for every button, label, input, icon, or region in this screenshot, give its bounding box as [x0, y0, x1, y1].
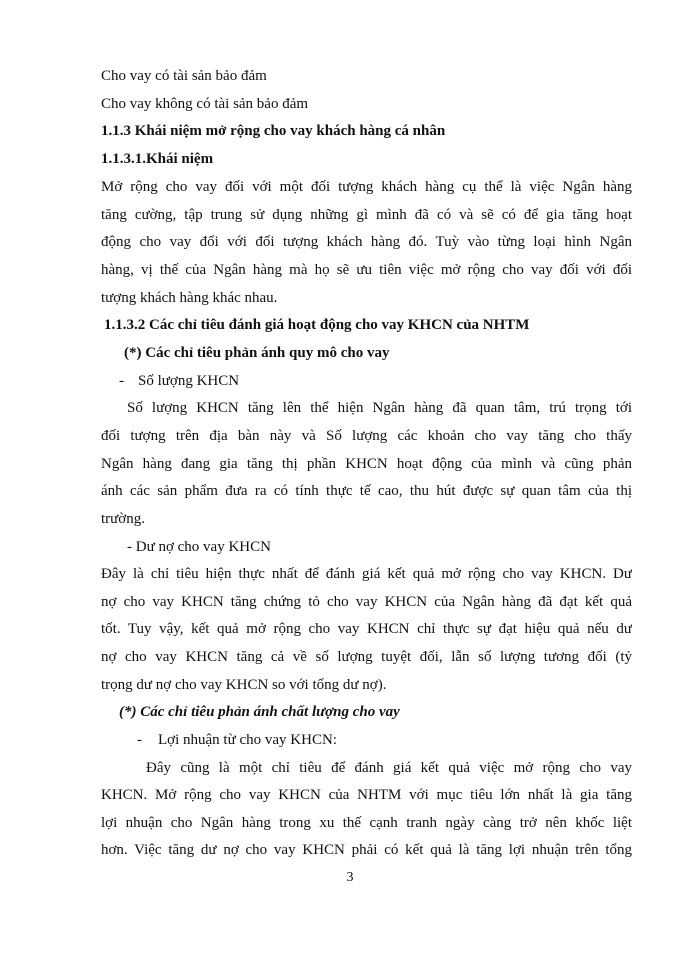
text-line: trường.	[101, 511, 145, 527]
text-line: Cho vay có tài sản bảo đảm	[101, 68, 267, 84]
text-line: Đây là chỉ tiêu hiện thực nhất để đánh giá kết quả mở rộng cho vay KHCN. Dư	[101, 566, 632, 582]
bullet-label: - Dư nợ cho vay KHCN	[127, 539, 271, 555]
bullet-dash: -	[119, 373, 124, 389]
criteria-heading: (*) Các chỉ tiêu phản ánh quy mô cho vay	[124, 345, 390, 361]
subsection-heading: 1.1.3.1.Khái niệm	[101, 151, 214, 167]
page-number: 3	[346, 870, 354, 885]
text-line: trọng dư nợ cho vay KHCN so với tổng dư nợ).	[101, 677, 387, 693]
text-line: tốt. Tuy vậy, kết quả mở rộng cho vay KHCN chỉ thực sự đạt hiệu quả nếu dư	[101, 621, 632, 637]
text-line: nợ cho vay KHCN tăng cả về số lượng tuyệt đối, lẫn số lượng tương đối (tỷ	[101, 649, 632, 665]
text-line: Cho vay không có tài sản bảo đảm	[101, 96, 309, 112]
text-line: tượng khách hàng khác nhau.	[101, 290, 278, 306]
text-line: Đây cũng là một chỉ tiêu để đánh giá kết quả việc mở rộng cho vay	[146, 760, 632, 776]
section-heading: 1.1.3 Khái niệm mở rộng cho vay khách hàng cá nhân	[101, 123, 446, 139]
text-line: ánh các sản phẩm đưa ra có tính thực tế cao, thu hút được sự quan tâm của thị	[101, 483, 632, 499]
text-line: tăng cường, tập trung sử dụng những gì mình đã có và sẽ có để gia tăng hoạt	[101, 207, 632, 223]
text-line: động cho vay đối với đối tượng khách hàng đó. Tuỳ vào từng loại hình Ngân	[101, 234, 632, 250]
bullet-label: Lợi nhuận từ cho vay KHCN:	[158, 732, 337, 748]
text-line: Mở rộng cho vay đối với một đối tượng khách hàng cụ thể là việc Ngân hàng	[101, 179, 632, 195]
text-line: KHCN. Mở rộng cho vay KHCN của NHTM với mục tiêu lớn nhất là gia tăng	[101, 787, 632, 803]
text-line: lợi nhuận cho Ngân hàng trong xu thế cạnh tranh ngày càng trở nên khốc liệt	[101, 815, 632, 831]
text-line: hơn. Việc tăng dư nợ cho vay KHCN phải có kết quả là tăng lợi nhuận trên tổng	[101, 842, 632, 858]
criteria-heading: (*) Các chỉ tiêu phản ánh chất lượng cho vay	[119, 704, 400, 720]
text-line: đối tượng trên địa bàn này và Số lượng các khoản cho vay tăng cho thấy	[101, 428, 632, 444]
text-line: Ngân hàng đang gia tăng thị phần KHCN hoạt động của mình và cũng phản	[101, 456, 632, 472]
text-line: nợ cho vay KHCN tăng chứng tỏ cho vay KHCN của Ngân hàng đã đạt kết quả	[101, 594, 632, 610]
text-line: Số lượng KHCN tăng lên thể hiện Ngân hàng đã quan tâm, trú trọng tới	[127, 400, 632, 416]
bullet-dash: -	[137, 732, 142, 748]
subsection-heading: 1.1.3.2 Các chỉ tiêu đánh giá hoạt động cho vay KHCN của NHTM	[104, 317, 530, 333]
text-line: hàng, vị thế của Ngân hàng mà họ sẽ ưu tiên việc mở rộng cho vay đối với đối	[101, 262, 632, 278]
bullet-label: Số lượng KHCN	[138, 373, 240, 389]
